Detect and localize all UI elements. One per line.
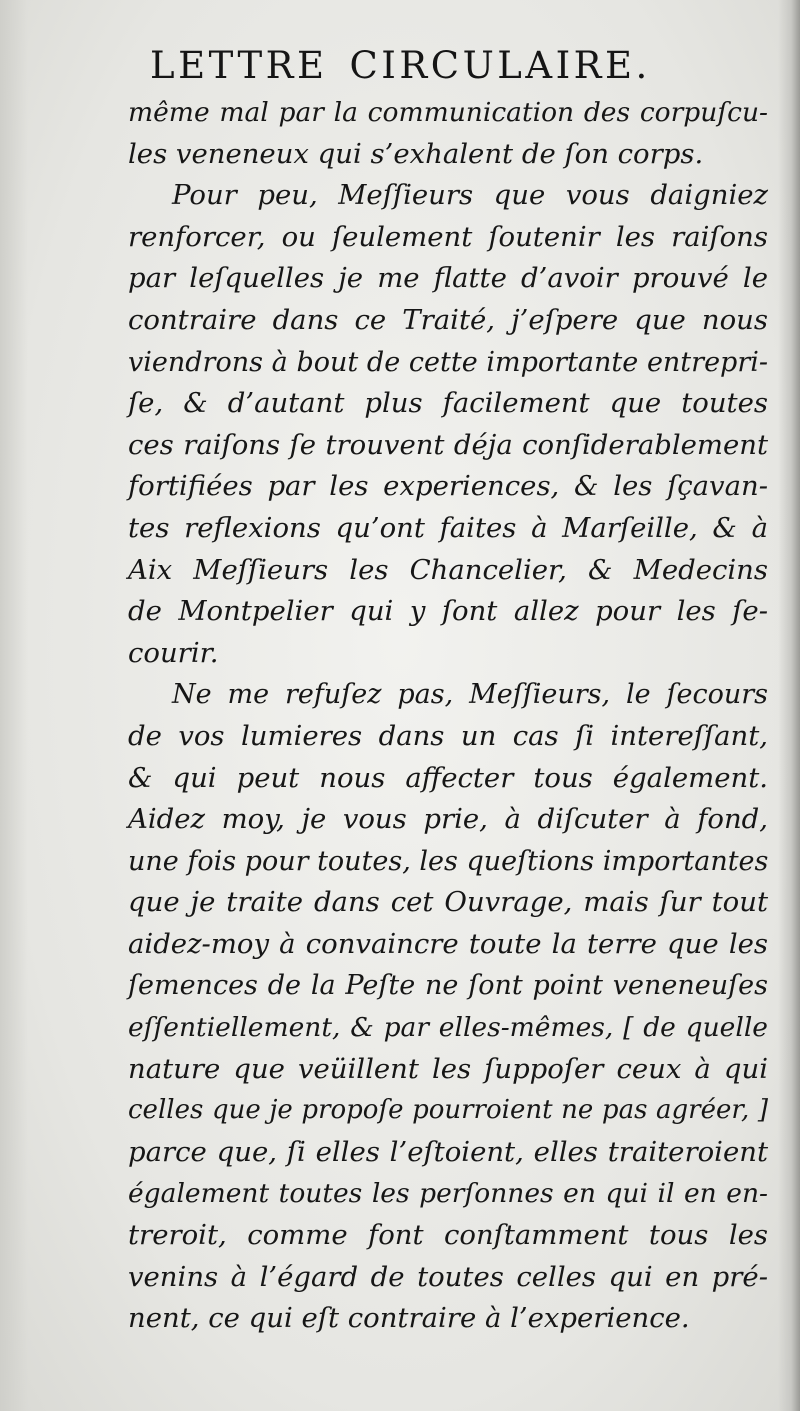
text-line: nature que veüillent les ſuppoſer ceux à qui: [128, 1052, 768, 1085]
running-head-word-2: CIRCULAIRE.: [349, 44, 651, 87]
text-line: venins à l’égard de toutes celles qui en pré-: [128, 1260, 768, 1293]
text-line: treroit, comme font conſtamment tous les: [128, 1219, 768, 1252]
text-line: fortifiées par les experiences, & les ſçavan-: [128, 470, 768, 503]
text-line: par leſquelles je me flatte d’avoir prouvé le: [128, 262, 768, 295]
text-line: de Montpelier qui y ſont allez pour les ſe-: [128, 595, 768, 628]
text-line: ces raiſons ſe trouvent déja conſiderablement: [128, 428, 768, 461]
text-line: courir.: [128, 636, 219, 669]
running-head-word-1: LETTRE: [150, 44, 328, 87]
text-line: nent, ce qui eſt contraire à l’experience.: [128, 1302, 690, 1335]
text-line: parce que, ſi elles l’eſtoient, elles traiteroient: [128, 1135, 768, 1168]
text-line: ſemences de la Peſte ne ſont point veneneuſes: [128, 970, 768, 1002]
paragraph-start-line: Ne me refuſez pas, Meſſieurs, le ſecours: [172, 679, 768, 711]
running-head: [150, 44, 750, 87]
text-line: de vos lumieres dans un cas ſi intereſſant,: [128, 719, 768, 752]
text-line: également toutes les perſonnes en qui il en en-: [128, 1178, 768, 1210]
text-line: ſe, & d’autant plus facilement que toutes: [128, 387, 768, 420]
text-line: Aix Meſſieurs les Chancelier, & Medecins: [128, 553, 768, 586]
page-gutter-shadow: [0, 0, 28, 1411]
text-line: aidez-moy à convaincre toute la terre que les: [128, 927, 768, 960]
page-edge-shadow: [778, 0, 800, 1411]
text-line: les veneneux qui s’exhalent de ſon corps.: [128, 137, 704, 170]
text-line: viendrons à bout de cette importante entrepri-: [128, 346, 768, 378]
text-line: celles que je propoſe pourroient ne pas agréer, ]: [128, 1095, 768, 1126]
text-line: Aidez moy, je vous prie, à diſcuter à fond,: [128, 803, 768, 836]
text-line: même mal par la communication des corpuſcu-: [128, 97, 768, 128]
text-line: renforcer, ou ſeulement ſoutenir les raiſons: [128, 220, 768, 253]
text-line: que je traite dans cet Ouvrage, mais ſur tout: [128, 886, 768, 919]
paragraph-start-line: Pour peu, Meſſieurs que vous daigniez: [172, 179, 768, 212]
text-line: une fois pour toutes, les queſtions importantes: [128, 845, 769, 877]
text-line: & qui peut nous affecter tous également.: [128, 761, 768, 794]
text-line: tes reflexions qu’ont faites à Marſeille, & à: [128, 511, 768, 544]
body-text: [128, 92, 778, 1340]
text-line: eſſentiellement, & par elles-mêmes, [ de quelle: [128, 1012, 768, 1044]
text-line: contraire dans ce Traité, j’eſpere que nous: [128, 303, 768, 336]
